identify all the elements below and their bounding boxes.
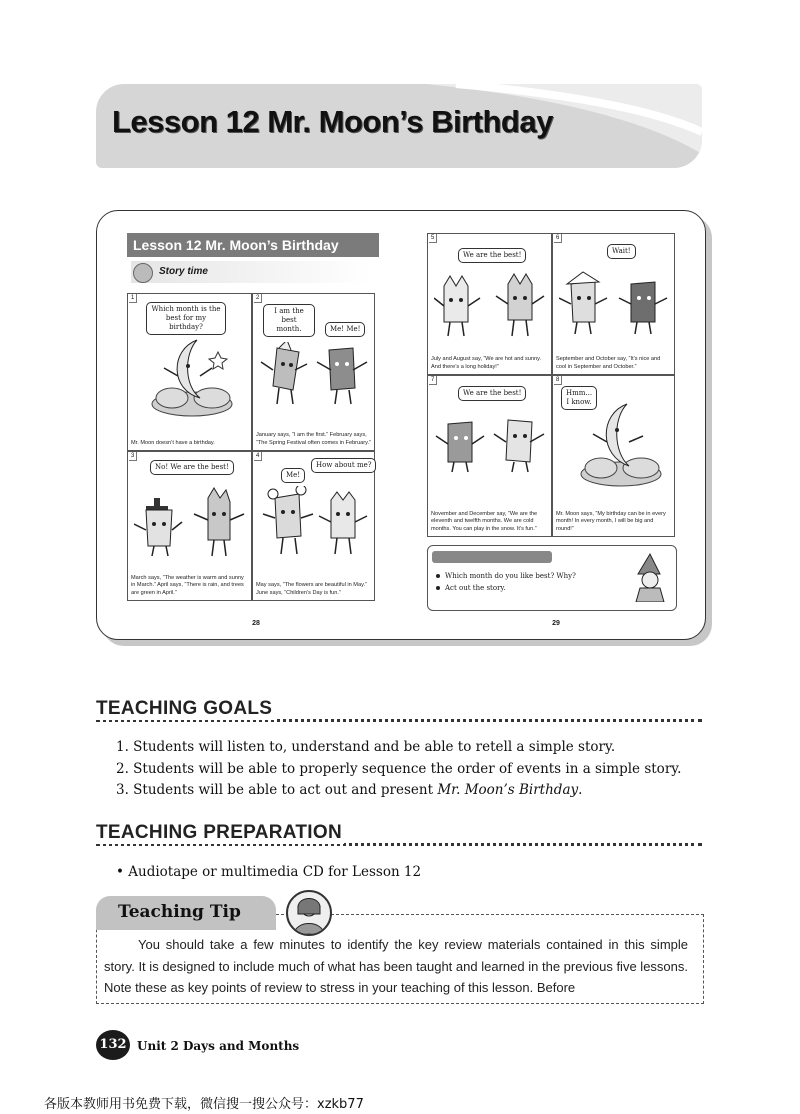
textbook-page-number-right: 29 (552, 620, 560, 627)
panel-number: 4 (254, 452, 262, 461)
speech-bubble: How about me? (311, 458, 376, 473)
panel-caption: March says, “The weather is warm and sunny in March.” April says, “There is rain, and trees are green in April.” (131, 574, 244, 596)
moon-on-cloud-illustration (567, 394, 667, 490)
textbook-spread (96, 210, 706, 640)
march-april-characters-illustration (134, 480, 246, 556)
bullet-icon (436, 574, 440, 578)
textbook-lesson-header: Lesson 12 Mr. Moon’s Birthday (127, 233, 379, 257)
speech-bubble: Hmm... I know. (561, 386, 597, 410)
january-february-characters-illustration (259, 342, 369, 406)
speech-bubble: Me! Me! (325, 322, 365, 337)
textbook-page-left (127, 229, 385, 627)
panel-number: 5 (429, 234, 437, 243)
textbook-page-number-left: 28 (252, 620, 260, 627)
speech-bubble: We are the best! (458, 248, 526, 263)
panel-number: 7 (429, 376, 437, 385)
panel-caption: Mr. Moon doesn’t have a birthday. (131, 439, 215, 446)
talk-question: Act out the story. (436, 584, 506, 593)
teacher-avatar-icon (286, 890, 332, 936)
speech-bubble: No! We are the best! (150, 460, 234, 475)
lets-talk-box (427, 545, 677, 611)
teaching-preparation-heading: TEACHING PREPARATION (96, 822, 702, 848)
unit-label: Unit 2 Days and Months (137, 1039, 300, 1053)
speech-bubble: Wait! (607, 244, 636, 259)
panel-number: 2 (254, 294, 262, 303)
panel-number: 1 (129, 294, 137, 303)
november-december-characters-illustration (434, 408, 546, 474)
panel-caption: September and October say, “It’s nice and cool in September and October.” (556, 356, 661, 370)
page-number-badge: 132 (96, 1030, 130, 1060)
story-panel-1 (127, 293, 252, 451)
speech-bubble: I am the best month. (263, 304, 315, 337)
panel-caption: Mr. Moon says, “My birthday can be in every month! In every month, I will be big and round!” (556, 510, 666, 532)
speech-bubble: We are the best! (458, 386, 526, 401)
moon-on-cloud-illustration (142, 332, 238, 422)
panel-number: 8 (554, 376, 562, 385)
story-panel-8 (552, 375, 675, 537)
september-october-characters-illustration (559, 270, 671, 336)
story-time-icon (133, 263, 153, 283)
story-panel-6 (552, 233, 675, 375)
teacher-figure-icon (288, 892, 330, 934)
preparation-item: • Audiotape or multimedia CD for Lesson 12 (116, 864, 422, 880)
story-panel-7 (427, 375, 552, 537)
story-time-label: Story time (131, 261, 371, 283)
teaching-goal-item: 1. Students will listen to, understand and be able to retell a simple story. (116, 739, 616, 755)
lets-talk-header (432, 551, 552, 563)
bullet-icon (436, 586, 440, 590)
panel-number: 3 (129, 452, 137, 461)
july-august-characters-illustration (434, 272, 546, 338)
panel-caption: May says, “The flowers are beautiful in May.” June says, “Children’s Day is fun.” (256, 582, 367, 596)
talk-question: Which month do you like best? Why? (436, 572, 576, 581)
teaching-tip-text: You should take a few minutes to identify the key review materials contained in this simple story. It is designed to include much of what has been taught and learned in the previous five lessons. Note these as key points of review to stress in your teaching of this lesson. Before (104, 937, 688, 995)
watermark-text: 各版本教师用书免费下载，微信搜一搜公众号：xzkb77 (44, 1097, 364, 1112)
panel-number: 6 (554, 234, 562, 243)
may-june-characters-illustration (259, 486, 371, 556)
speech-bubble: Me! (281, 468, 305, 483)
panel-caption: July and August say, “We are hot and sunny. And there’s a long holiday!” (431, 356, 542, 370)
story-panel-2 (252, 293, 375, 451)
speech-bubble: Which month is the best for my birthday? (146, 302, 226, 335)
story-panel-4 (252, 451, 375, 601)
teaching-goal-item: 3. Students will be able to act out and present Mr. Moon’s Birthday. (116, 782, 583, 798)
teaching-tip-title: Teaching Tip (118, 902, 241, 922)
wizard-character-icon (630, 552, 670, 602)
lesson-title: Lesson 12 Mr. Moon’s Birthday (112, 104, 553, 139)
story-panel-3 (127, 451, 252, 601)
panel-caption: January says, “I am the first.” February says, “The Spring Festival often comes in February.” (256, 432, 371, 446)
teaching-goals-heading: TEACHING GOALS (96, 698, 702, 724)
story-panel-5 (427, 233, 552, 375)
teaching-goal-item: 2. Students will be able to properly sequence the order of events in a simple story. (116, 761, 682, 777)
textbook-page-right (427, 229, 685, 627)
panel-caption: November and December say, “We are the eleventh and twelfth months. We are cold months. You can play in the snow. It’s fun.” (431, 510, 538, 532)
